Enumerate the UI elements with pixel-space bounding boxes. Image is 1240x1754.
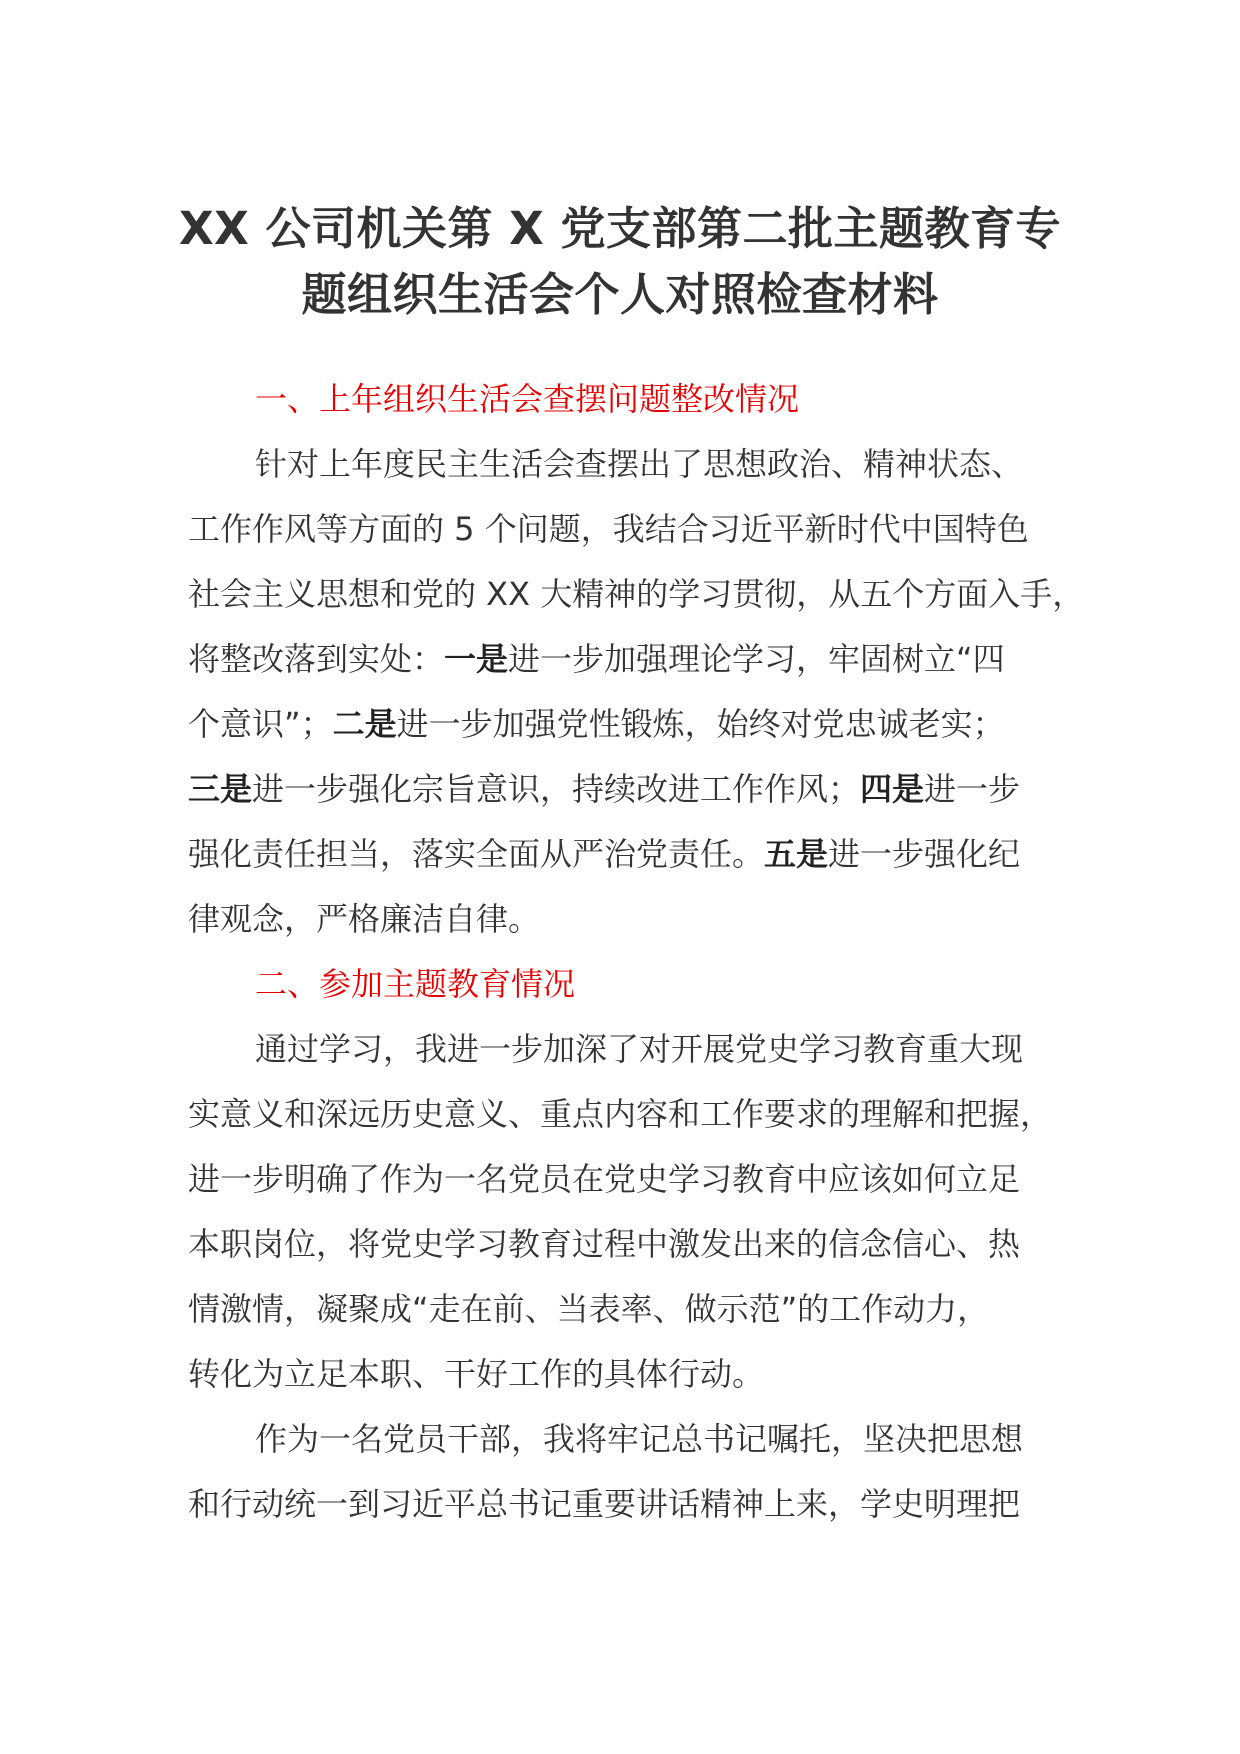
line-text: 进一步加强党性锻炼，始终对党忠诚老实；: [396, 705, 1005, 743]
bold-marker: 三是: [188, 770, 253, 808]
section-2-para-1-line-6: 转化为立足本职、干好工作的具体行动。: [188, 1355, 765, 1393]
title-line-1: XX 公司机关第 X 党支部第二批主题教育专: [178, 202, 1062, 255]
section-1-line-6: [188, 757, 1088, 822]
bold-marker: 四是: [860, 770, 925, 808]
section-2-para-1-line-1: 通过学习，我进一步加深了对开展党史学习教育重大现: [255, 1030, 1024, 1068]
section-1-line-5: [188, 692, 1088, 757]
document-title: [160, 196, 1080, 328]
section-2-para-1-line-2: 实意义和深远历史意义、重点内容和工作要求的理解和把握，: [188, 1095, 1053, 1133]
line-text: 将整改落到实处：: [188, 640, 445, 678]
line-text: 进一步: [924, 770, 1021, 808]
section-2-para-1-line-3: 进一步明确了作为一名党员在党史学习教育中应该如何立足: [188, 1160, 1021, 1198]
line-text: 进一步强化纪: [828, 835, 1021, 873]
section-2-para-1-line-5: 情激情，凝聚成“走在前、当表率、做示范”的工作动力，: [188, 1290, 990, 1328]
bold-marker: 五是: [764, 835, 829, 873]
line-text: 进一步加强理论学习，牢固树立“四: [508, 640, 1005, 678]
section-1-line-4: [188, 627, 1088, 692]
section-2-para-2-line-2: 和行动统一到习近平总书记重要讲话精神上来，学史明理把: [188, 1485, 1021, 1523]
line-text: 个意识”；: [188, 705, 333, 743]
section-2-para-2-line-1: 作为一名党员干部，我将牢记总书记嘱托，坚决把思想: [255, 1420, 1024, 1458]
section-1-line-8: 律观念，严格廉洁自律。: [188, 900, 541, 938]
document-body: [188, 367, 1088, 1537]
section-1-line-3: 社会主义思想和党的 XX 大精神的学习贯彻，从五个方面入手，: [188, 575, 1085, 613]
line-text: 进一步强化宗旨意识，持续改进工作作风；: [252, 770, 861, 808]
bold-marker: 二是: [332, 705, 397, 743]
section-1-line-7: [188, 822, 1088, 887]
section-1-line-1: 针对上年度民主生活会查摆出了思想政治、精神状态、: [255, 445, 1024, 483]
section-2-heading: 二、参加主题教育情况: [255, 965, 576, 1003]
bold-marker: 一是: [444, 640, 509, 678]
line-text: 强化责任担当，落实全面从严治党责任。: [188, 835, 765, 873]
section-1-heading: 一、上年组织生活会查摆问题整改情况: [255, 380, 800, 418]
title-line-2: 题组织生活会个人对照检查材料: [301, 268, 939, 321]
section-2-para-1-line-4: 本职岗位，将党史学习教育过程中激发出来的信念信心、热: [188, 1225, 1021, 1263]
section-1-line-2: 工作作风等方面的 5 个问题，我结合习近平新时代中国特色: [188, 510, 1029, 548]
